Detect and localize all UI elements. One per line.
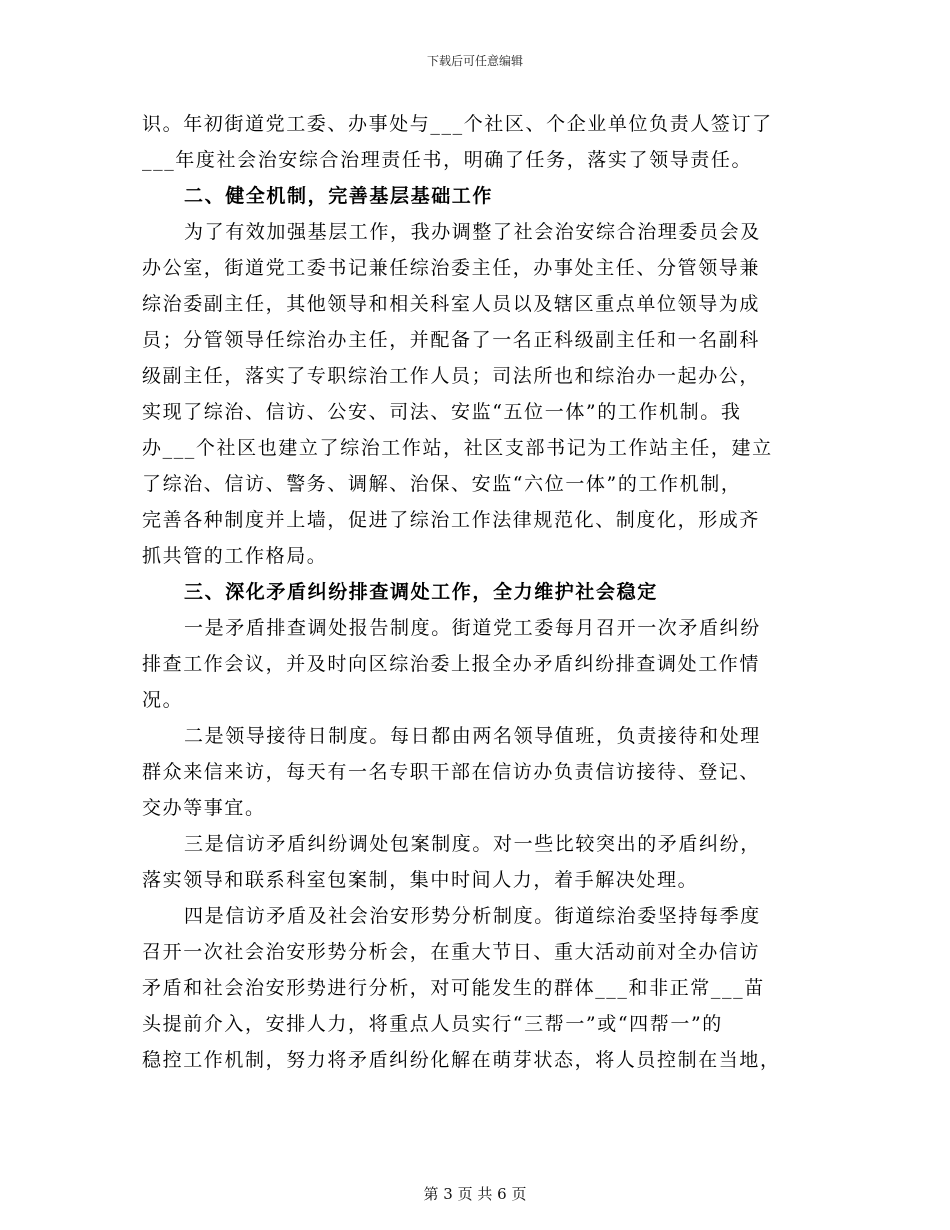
paragraph-line: 办___个社区也建立了综治工作站，社区支部书记为工作站主任，建立: [142, 437, 773, 459]
paragraph-line: 综治委副主任，其他领导和相关科室人员以及辖区重点单位领导为成: [142, 293, 761, 315]
paragraph-line: 识。年初街道党工委、办事处与___个社区、个企业单位负责人签订了: [142, 113, 773, 135]
paragraph-line: 为了有效加强基层工作，我办调整了社会治安综合治理委员会及: [184, 221, 761, 243]
paragraph-line: 交办等事宜。: [142, 797, 266, 819]
paragraph-line: 召开一次社会治安形势分析会，在重大节日、重大活动前对全办信访: [142, 941, 761, 963]
paragraph-line: 头提前介入，安排人力，将重点人员实行“三帮一”或“四帮一”的: [142, 1013, 723, 1035]
paragraph-line: 况。: [142, 689, 184, 711]
paragraph-line: 四是信访矛盾及社会治安形势分析制度。街道综治委坚持每季度: [184, 905, 761, 927]
paragraph-line: 员；分管领导任综治办主任，并配备了一名正科级副主任和一名副科: [142, 329, 761, 351]
document-body: [142, 106, 810, 1078]
page-header-note: 下载后可任意编辑: [426, 54, 523, 68]
paragraph-line: 群众来信来访，每天有一名专职干部在信访办负责信访接待、登记、: [142, 761, 761, 783]
paragraph-line: 一是矛盾排查调处报告制度。街道党工委每月召开一次矛盾纠纷: [184, 617, 761, 639]
paragraph-line: 抓共管的工作格局。: [142, 545, 328, 567]
paragraph-line: 办公室，街道党工委书记兼任综治委主任，办事处主任、分管领导兼: [142, 257, 761, 279]
paragraph-line: 实现了综治、信访、公安、司法、安监“五位一体”的工作机制。我: [142, 401, 742, 423]
section-heading-3: 三、深化矛盾纠纷排查调处工作，全力维护社会稳定: [184, 581, 658, 603]
paragraph-line: 二是领导接待日制度。每日都由两名领导值班，负责接待和处理: [184, 725, 761, 747]
paragraph-line: 了综治、信访、警务、调解、治保、安监“六位一体”的工作机制，: [142, 473, 742, 495]
paragraph-line: 三是信访矛盾纠纷调处包案制度。对一些比较突出的矛盾纠纷，: [184, 833, 761, 855]
paragraph-line: 稳控工作机制，努力将矛盾纠纷化解在萌芽状态，将人员控制在当地，: [142, 1049, 781, 1071]
paragraph-line: 级副主任，落实了专职综治工作人员；司法所也和综治办一起办公，: [142, 365, 761, 387]
section-heading-2: 二、健全机制，完善基层基础工作: [184, 185, 494, 207]
paragraph-line: 完善各种制度并上墙，促进了综治工作法律规范化、制度化，形成齐: [142, 509, 761, 531]
paragraph-line: 落实领导和联系科室包案制，集中时间人力，着手解决处理。: [142, 869, 699, 891]
paragraph-line: 矛盾和社会治安形势进行分析，对可能发生的群体___和非正常___苗: [142, 977, 765, 999]
paragraph-line: ___年度社会治安综合治理责任书，明确了任务，落实了领导责任。: [142, 149, 753, 171]
page-number: 第 3 页 共 6 页: [423, 1185, 527, 1203]
paragraph-line: 排查工作会议，并及时向区综治委上报全办矛盾纠纷排查调处工作情: [142, 653, 761, 675]
